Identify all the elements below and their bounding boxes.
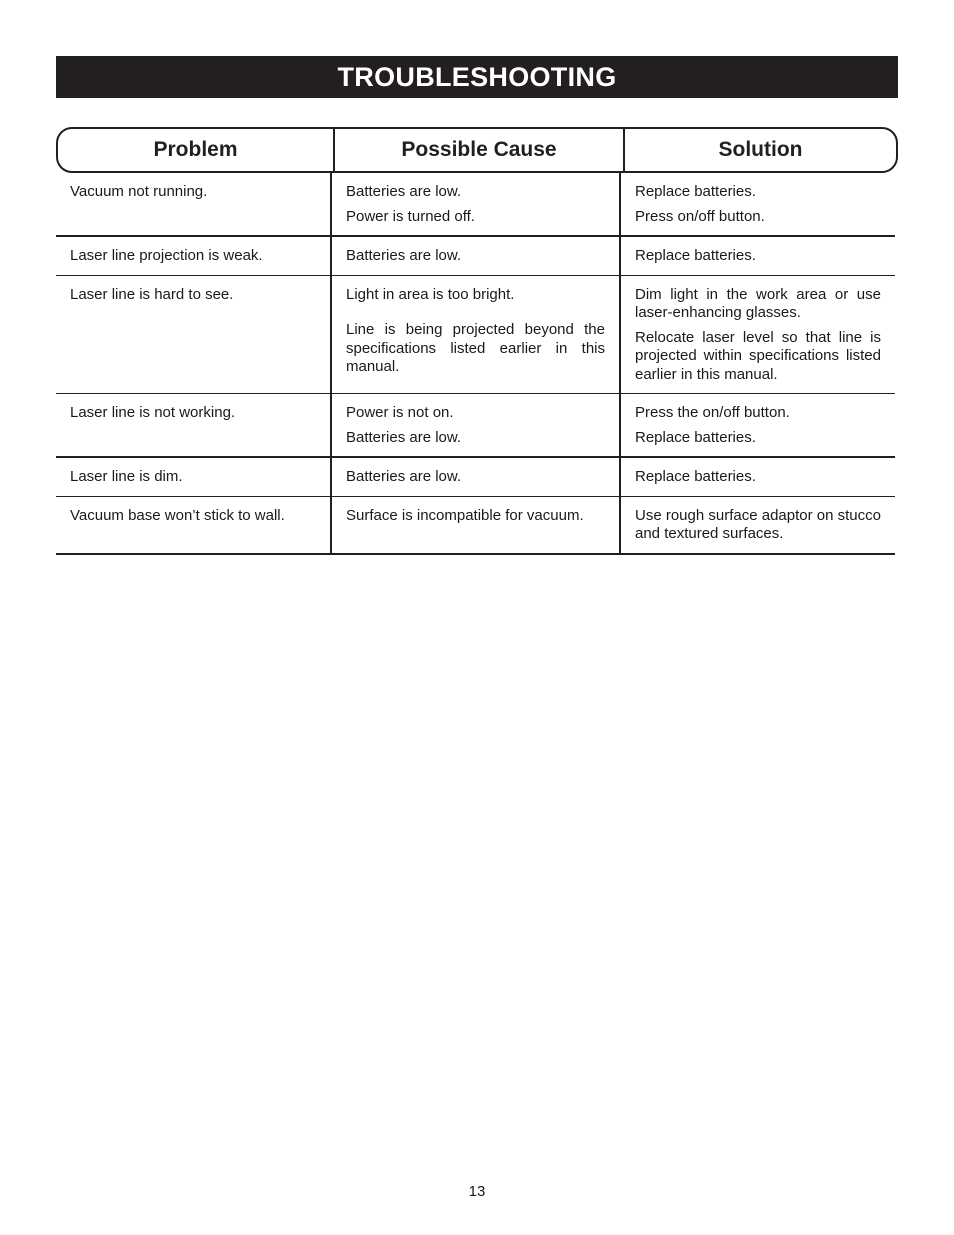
solution-cell [621,497,895,553]
problem-cell [56,237,332,275]
header-problem: Problem [58,129,335,171]
table-row [56,458,895,497]
solution-text: Use rough surface adaptor on stucco and textured surfaces. [635,506,881,542]
cause-text: Power is not on. [346,404,454,421]
table-row [56,276,895,395]
cause-cell [332,458,621,496]
table-row [56,237,895,276]
cause-cell [332,276,621,394]
solution-cell [621,394,895,456]
problem-text: Laser line is hard to see. [70,285,234,303]
table-row [56,173,895,237]
solution-text: Replace batteries. [635,183,756,200]
header-solution: Solution [718,138,803,161]
problem-cell [56,458,332,496]
cause-text: Surface is incompatible for vacuum. [346,506,584,524]
page-title: TROUBLESHOOTING [337,61,617,92]
problem-cell [56,173,332,235]
solution-text: Press on/off button. [635,207,765,225]
cause-text: Batteries are low. [346,428,462,446]
troubleshooting-table [56,127,898,555]
solution-text: Replace batteries. [635,428,756,446]
cause-cell [332,497,621,553]
solution-cell [621,173,895,235]
problem-text: Vacuum not running. [70,183,208,200]
solution-text: Replace batteries. [635,247,756,264]
solution-cell [621,237,895,275]
cause-cell [332,173,621,235]
cause-text: Batteries are low. [346,247,462,264]
cause-text: Light in area is too bright. [346,285,515,303]
problem-text: Laser line is not working. [70,404,236,421]
title-bar [56,56,898,98]
table-header [56,127,898,173]
solution-cell [621,276,895,394]
cause-text: Power is turned off. [346,207,475,225]
cause-text: Line is being projected beyond the specifications listed earlier in this manual. [346,321,605,375]
cause-text: Batteries are low. [346,183,462,200]
problem-text: Vacuum base won’t stick to wall. [70,506,285,524]
problem-text: Laser line is dim. [70,468,183,485]
page-number: 13 [468,1183,486,1200]
problem-cell [56,276,332,394]
solution-text: Press the on/off button. [635,404,790,421]
problem-cell [56,497,332,553]
solution-text: Dim light in the work area or use laser-enhancing glasses. [635,285,881,321]
table-row [56,497,895,555]
problem-cell [56,394,332,456]
header-possible-cause: Possible Cause [335,129,625,171]
table-row [56,394,895,458]
solution-cell [621,458,895,496]
cause-cell [332,237,621,275]
problem-text: Laser line projection is weak. [70,247,263,264]
cause-text: Batteries are low. [346,468,462,485]
cause-cell [332,394,621,456]
solution-text: Replace batteries. [635,468,756,485]
solution-text: Relocate laser level so that line is projected within specifications listed earlier in this manual. [635,328,881,383]
